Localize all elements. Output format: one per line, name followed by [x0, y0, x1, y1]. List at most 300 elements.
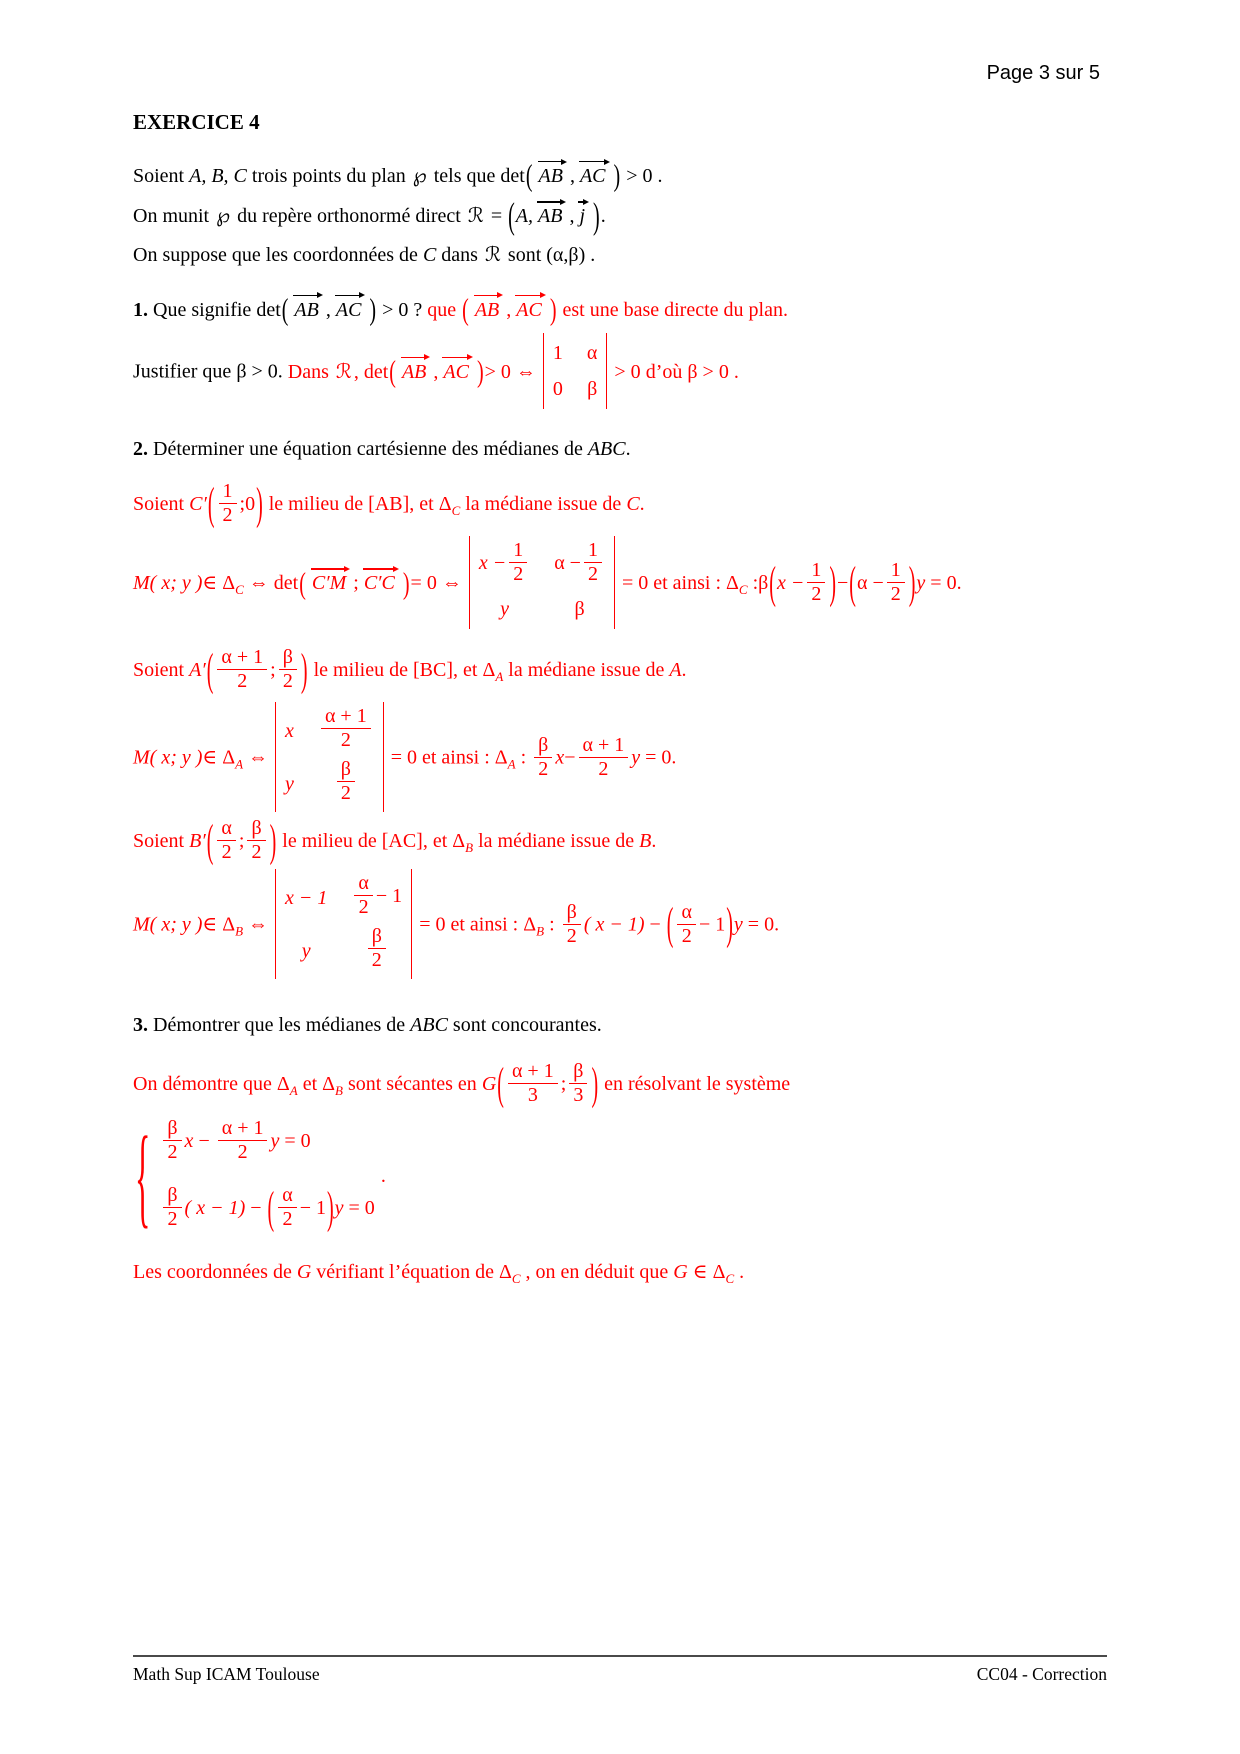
fraction: [278, 1185, 296, 1230]
text-run: On démontre que: [133, 1073, 277, 1096]
paren-open: (: [299, 566, 306, 601]
fraction: [337, 759, 355, 804]
median-c-equation: [133, 538, 1111, 631]
text-run: d’où: [640, 360, 688, 383]
fraction-denominator: 2: [279, 669, 297, 692]
fraction-numerator: α: [282, 1184, 293, 1207]
frame-symbol: ℛ: [467, 203, 484, 228]
question-number: 3.: [133, 1014, 148, 1037]
delta-subscript: B: [536, 923, 545, 939]
iff-symbol: ⇔: [243, 746, 269, 769]
math-var-g: G: [673, 1261, 688, 1284]
fraction-numerator: 1: [513, 539, 524, 562]
det-label: det: [256, 298, 281, 321]
text-run: On suppose que les coordonnées de: [133, 243, 423, 266]
minus-sign: −: [245, 1197, 267, 1220]
minus-sign: −: [193, 1130, 215, 1153]
fraction: [163, 1185, 181, 1230]
paren-close: ): [591, 1059, 599, 1110]
fraction: [584, 540, 602, 585]
system-brace: {: [135, 1111, 151, 1238]
text-run: sont sécantes en: [342, 1073, 482, 1096]
fraction: [569, 1061, 587, 1106]
det-matrix: [469, 536, 615, 629]
text-run: ;: [353, 572, 359, 595]
paren-open: (: [769, 558, 776, 609]
fraction: [163, 1118, 181, 1163]
delta-symbol: Δ: [222, 572, 236, 595]
text-run: = 0: [343, 1197, 375, 1220]
text-run: le milieu de [BC], et: [308, 659, 483, 682]
delta-symbol: Δ: [276, 1073, 290, 1096]
paren-open: (: [267, 1183, 275, 1234]
matrix-cell: [554, 539, 605, 587]
text-run: ;0: [239, 493, 256, 516]
matrix-cell: y: [301, 939, 311, 962]
paren-open: (: [207, 479, 215, 530]
vector-ab-overline: AB: [400, 357, 430, 383]
text-run: = 0: [419, 913, 446, 936]
median-a-intro: [133, 645, 1111, 696]
delta-subscript: A: [235, 756, 244, 772]
vector-cm-overline: C′M: [310, 568, 350, 594]
math-var-x: x: [184, 1130, 194, 1153]
math-abc: ABC: [587, 438, 626, 461]
text-run: ,: [325, 298, 331, 321]
text-run: > 0: [614, 360, 641, 383]
paren-close: ): [300, 645, 308, 696]
math-var-m: M: [133, 572, 150, 595]
intro-line-2: [133, 196, 1111, 238]
text-run: :β: [747, 572, 769, 595]
in-symbol: ∈: [202, 746, 223, 769]
fraction-numerator: β: [371, 925, 382, 948]
math-var-y: y: [733, 913, 743, 936]
matrix-cell: α: [586, 342, 598, 365]
system-equation-1: [160, 1117, 374, 1165]
text-run: .: [734, 1261, 745, 1284]
answer-run: [427, 293, 788, 328]
delta-symbol: Δ: [712, 1261, 726, 1284]
question-3: [133, 1011, 1111, 1039]
fraction-denominator: 2: [278, 1207, 296, 1230]
delta-symbol: Δ: [222, 746, 236, 769]
text-run: et ainsi :: [648, 572, 727, 595]
fraction: [534, 735, 552, 780]
matrix-cell: [478, 539, 530, 587]
concurrence-intro: [133, 1059, 1111, 1110]
fraction-denominator: 2: [247, 840, 265, 863]
text-run: ,: [506, 298, 512, 321]
math-abc: ABC: [410, 1014, 448, 1037]
fraction-denominator: 2: [163, 1207, 181, 1230]
vector-ac-overline: AC: [514, 295, 546, 321]
fraction: [563, 902, 581, 947]
matrix-cell: [334, 758, 358, 806]
math-var-g: G: [296, 1261, 312, 1284]
fraction-denominator: 2: [677, 924, 695, 947]
plane-symbol: ℘: [412, 163, 427, 187]
fraction-numerator: 1: [222, 480, 233, 503]
math-var-y: y: [334, 1197, 344, 1220]
text-run: et ainsi :: [445, 913, 524, 936]
beta-positive: β > 0: [236, 360, 278, 383]
det-matrix: [543, 333, 607, 409]
fraction-denominator: 2: [321, 728, 371, 751]
det-matrix: [275, 869, 412, 979]
frame-symbol: ℛ: [484, 241, 501, 266]
text-run: trois points du plan: [246, 165, 411, 187]
paren-close: ): [549, 293, 557, 328]
text-run: ,: [569, 205, 575, 228]
math-var-c: C: [626, 493, 640, 516]
math-args: ( x; y ): [149, 572, 203, 595]
text-run: :: [544, 913, 560, 936]
point-a-prime: A′: [189, 659, 206, 682]
delta-symbol: Δ: [494, 746, 508, 769]
text-run: Déterminer une équation cartésienne des médianes de: [148, 438, 588, 461]
median-b-equation: [133, 871, 1111, 981]
text-run: et: [297, 1073, 323, 1096]
text-run: que: [427, 298, 462, 321]
fraction-numerator: β: [566, 900, 577, 923]
vector-ab-overline: AB: [292, 295, 322, 321]
footer-right: CC04 - Correction: [976, 1664, 1107, 1684]
fraction-denominator: 3: [569, 1083, 587, 1106]
text-run: = 0.: [925, 572, 962, 595]
text-run: .: [600, 205, 606, 228]
fraction-denominator: 2: [807, 582, 825, 605]
page-footer: [133, 1655, 1107, 1685]
delta-subscript: B: [465, 840, 474, 856]
fraction-denominator: 2: [163, 1140, 181, 1163]
paren-open: (: [849, 558, 856, 609]
paren-open: (: [389, 355, 396, 390]
fraction-denominator: 2: [563, 924, 581, 947]
fraction-denominator: 2: [219, 503, 237, 526]
fraction: [508, 1061, 558, 1106]
matrix-cell: x: [285, 719, 294, 742]
text-run: la médiane issue de: [503, 659, 670, 682]
paren-open: (: [666, 900, 674, 950]
text-run: = 0: [621, 572, 649, 595]
matrix-cell: 0: [552, 378, 563, 401]
system-equation-2: [160, 1183, 375, 1234]
text-run: la médiane issue de: [473, 830, 640, 853]
text-run: ;: [270, 659, 276, 682]
text-run: le milieu de [AC], et: [277, 830, 453, 853]
fraction-numerator: β: [167, 1184, 178, 1207]
fraction: [217, 647, 267, 692]
matrix-cell: 1: [552, 342, 563, 365]
paren-open: (: [281, 293, 289, 328]
vector-ac-overline: AC: [578, 161, 610, 187]
paren-close: ): [613, 159, 621, 194]
delta-subscript: B: [235, 923, 244, 939]
paren-close: ): [476, 355, 484, 390]
paren-open: (: [508, 196, 515, 238]
text-run: = 0.: [640, 746, 677, 769]
text-run: Que signifie: [148, 298, 257, 321]
math-var-c: C: [422, 243, 437, 266]
paren-close: ): [402, 566, 410, 601]
delta-symbol: Δ: [452, 830, 466, 853]
text-run: > 0 ?: [382, 298, 428, 321]
fraction-numerator: α: [681, 900, 692, 923]
text-run: ,: [433, 360, 439, 383]
text-run: Dans: [287, 360, 334, 383]
fraction-numerator: α + 1: [324, 705, 367, 728]
text-run: ( x − 1): [184, 1197, 246, 1220]
delta-subscript: A: [507, 756, 516, 772]
vector-cc-overline: C′C: [362, 568, 399, 594]
math-var-b: B: [639, 830, 652, 853]
matrix-cell: y: [500, 598, 509, 621]
text-run: :: [515, 746, 532, 769]
text-run: Soient: [133, 165, 190, 187]
text-run: tels que: [428, 165, 501, 187]
matrix-cell: x − 1: [285, 886, 328, 909]
text-run: dans: [436, 243, 483, 266]
fraction-numerator: α + 1: [221, 646, 264, 669]
text-run: , det: [353, 360, 389, 383]
text-run: ;: [238, 830, 245, 853]
fraction-denominator: 2: [584, 562, 602, 585]
text-run: ,: [569, 165, 575, 187]
answer-run: [287, 342, 739, 401]
delta-symbol: Δ: [726, 572, 739, 595]
text-run: le milieu de [AB], et: [263, 493, 439, 516]
fraction-denominator: 2: [887, 582, 905, 605]
question-1: [133, 293, 1111, 328]
intro-line-1: [133, 159, 1111, 194]
minus-sign: −: [837, 572, 849, 595]
fraction: [354, 873, 372, 918]
paren-close: ): [256, 479, 263, 530]
math-args: ( x; y ): [149, 913, 203, 936]
text-run: Démontrer que les médianes de: [148, 1014, 411, 1037]
iff-symbol: ⇔: [243, 913, 269, 936]
sentence-period: .: [380, 1165, 386, 1188]
in-symbol: ∈: [202, 913, 223, 936]
math-var-x: x: [555, 746, 565, 769]
delta-symbol: Δ: [499, 1261, 512, 1284]
text-run: Soient: [133, 493, 190, 516]
fraction: [677, 902, 695, 947]
question-number: 1.: [133, 298, 148, 321]
paren-close: ): [326, 1183, 334, 1234]
matrix-cell: β: [587, 378, 598, 401]
point-c-prime: C′: [189, 493, 207, 516]
point-b-prime: B′: [189, 830, 206, 853]
delta-subscript: C: [738, 582, 748, 598]
fraction-numerator: 1: [890, 559, 901, 582]
fraction: [807, 560, 825, 605]
fraction: [368, 926, 386, 971]
fraction: [579, 735, 629, 780]
text-run: .: [681, 659, 687, 682]
paren-open: (: [525, 159, 533, 194]
fraction-denominator: 2: [509, 562, 527, 585]
fraction-numerator: β: [167, 1117, 178, 1140]
delta-symbol: Δ: [222, 913, 236, 936]
text-run: vérifiant l’équation de: [311, 1261, 499, 1284]
fraction: [887, 560, 905, 605]
fraction-numerator: β: [340, 758, 351, 781]
fraction: [279, 647, 297, 692]
text-run: =: [485, 205, 508, 228]
math-var-m: M: [133, 746, 150, 769]
text-run: la médiane issue de: [460, 493, 627, 516]
text-run: > 0 .: [626, 165, 663, 187]
fraction: [509, 540, 527, 585]
text-run: Justifier que: [133, 360, 237, 383]
fraction-numerator: β: [538, 733, 549, 756]
text-run: Soient: [133, 830, 190, 853]
cell-text: α −: [554, 552, 581, 575]
vector-ac-overline: AC: [334, 295, 366, 321]
fraction-numerator: 1: [587, 539, 598, 562]
fraction-numerator: α: [358, 872, 369, 895]
fraction-numerator: β: [251, 817, 262, 840]
iff-det: ⇔ det: [243, 572, 299, 595]
paren-open: (: [206, 816, 214, 867]
median-c-intro: [133, 479, 1111, 530]
system-equations: [160, 1117, 375, 1234]
math-var-y: y: [916, 572, 926, 595]
fraction-numerator: 1: [811, 559, 822, 582]
fraction: [321, 706, 371, 751]
text-run: = 0: [279, 1130, 311, 1153]
paren-close: ): [829, 558, 837, 609]
fraction-denominator: 2: [218, 1140, 268, 1163]
fraction-numerator: α + 1: [582, 733, 625, 756]
fraction-numerator: α + 1: [511, 1060, 554, 1083]
paren-close: ): [908, 558, 916, 609]
det-matrix: [275, 702, 384, 812]
cell-text: x −: [478, 552, 507, 575]
delta-subscript: C: [451, 503, 461, 519]
fraction-denominator: 3: [508, 1083, 558, 1106]
delta-subscript: A: [289, 1083, 298, 1099]
vector-ab-overline: AB: [473, 295, 503, 321]
fraction: [218, 1118, 268, 1163]
plane-symbol: ℘: [216, 203, 231, 228]
text-run: ( x − 1): [583, 913, 645, 936]
delta-subscript: C: [511, 1271, 521, 1287]
coords: (α,β): [546, 243, 586, 266]
text-run: .: [625, 438, 631, 461]
text-run: .: [651, 830, 657, 853]
fraction-denominator: 2: [217, 840, 235, 863]
text-run: = 0: [410, 572, 437, 595]
text-run: est une base directe du plan.: [557, 298, 788, 321]
equation-system: [133, 1111, 1111, 1238]
math-var-g: G: [481, 1073, 497, 1096]
math-var-y: y: [270, 1130, 280, 1153]
fraction-numerator: α: [221, 817, 232, 840]
text-run: sont concourantes.: [447, 1014, 602, 1037]
paren-open: (: [206, 645, 214, 696]
fraction-denominator: 2: [337, 781, 355, 804]
minus-sign: −: [564, 746, 576, 769]
delta-symbol: Δ: [482, 659, 496, 682]
text-run: > 0: [484, 360, 516, 383]
text-run: en résolvant le système: [599, 1073, 791, 1096]
fraction: [217, 818, 235, 863]
vector-ac-overline: AC: [441, 357, 473, 383]
paren-close: ): [269, 816, 277, 867]
math-args: ( x; y ): [149, 746, 203, 769]
text-run: sont: [502, 243, 547, 266]
fraction-denominator: 2: [368, 948, 386, 971]
matrix-cell: [351, 872, 403, 920]
intro-line-3: [133, 240, 1111, 269]
fraction: [219, 481, 237, 526]
vector-j-overline: j: [577, 201, 589, 227]
text-run: α −: [856, 572, 884, 595]
question-2: [133, 435, 1111, 463]
in-symbol: ∈: [687, 1261, 713, 1284]
fraction-denominator: 2: [579, 757, 629, 780]
delta-symbol: Δ: [322, 1073, 335, 1096]
text-run: et ainsi :: [416, 746, 495, 769]
text-run: du repère orthonormé direct: [232, 205, 466, 228]
delta-symbol: Δ: [523, 913, 537, 936]
exercise-title: EXERCICE 4: [133, 110, 260, 134]
math-var-a: A,: [515, 205, 534, 228]
fraction-denominator: 2: [217, 669, 267, 692]
iff-symbol: ⇔: [515, 360, 536, 383]
text-run: .: [585, 243, 596, 266]
delta-symbol: Δ: [438, 493, 452, 516]
text-run: = 0.: [742, 913, 780, 936]
text-run: − 1: [698, 913, 726, 936]
matrix-cell: [318, 705, 374, 753]
fraction: [247, 818, 265, 863]
text-run: Les coordonnées de: [133, 1261, 297, 1284]
text-run: , on en déduit que: [520, 1261, 674, 1284]
paren-open: (: [462, 293, 469, 328]
math-vars: A, B, C: [189, 165, 247, 187]
footer-left: Math Sup ICAM Toulouse: [133, 1664, 320, 1684]
vector-ab-overline: AB: [537, 161, 567, 187]
math-var-a: A: [669, 659, 682, 682]
text-run: − 1: [299, 1197, 326, 1220]
fraction-denominator: 2: [354, 895, 372, 918]
text-run: .: [277, 360, 288, 383]
text-run: On munit: [133, 205, 215, 228]
delta-subscript: B: [335, 1083, 343, 1099]
cell-text: − 1: [375, 885, 403, 908]
minus-sign: −: [644, 913, 666, 936]
paren-close: ): [369, 293, 377, 328]
text-run: x −: [776, 572, 805, 595]
text-run: = 0: [390, 746, 417, 769]
page-number: Page 3 sur 5: [986, 62, 1100, 84]
matrix-cell: y: [285, 772, 294, 795]
text-run: β > 0 .: [687, 360, 739, 383]
delta-subscript: C: [235, 582, 244, 598]
paren-close: ): [593, 196, 600, 238]
question-1-justify: [133, 335, 1111, 411]
matrix-cell: [365, 925, 389, 973]
matrix-cell: β: [574, 598, 585, 621]
conclusion-line: [133, 1258, 1111, 1286]
paren-close: ): [726, 900, 733, 950]
delta-subscript: C: [725, 1271, 735, 1287]
fraction-numerator: β: [282, 646, 293, 669]
